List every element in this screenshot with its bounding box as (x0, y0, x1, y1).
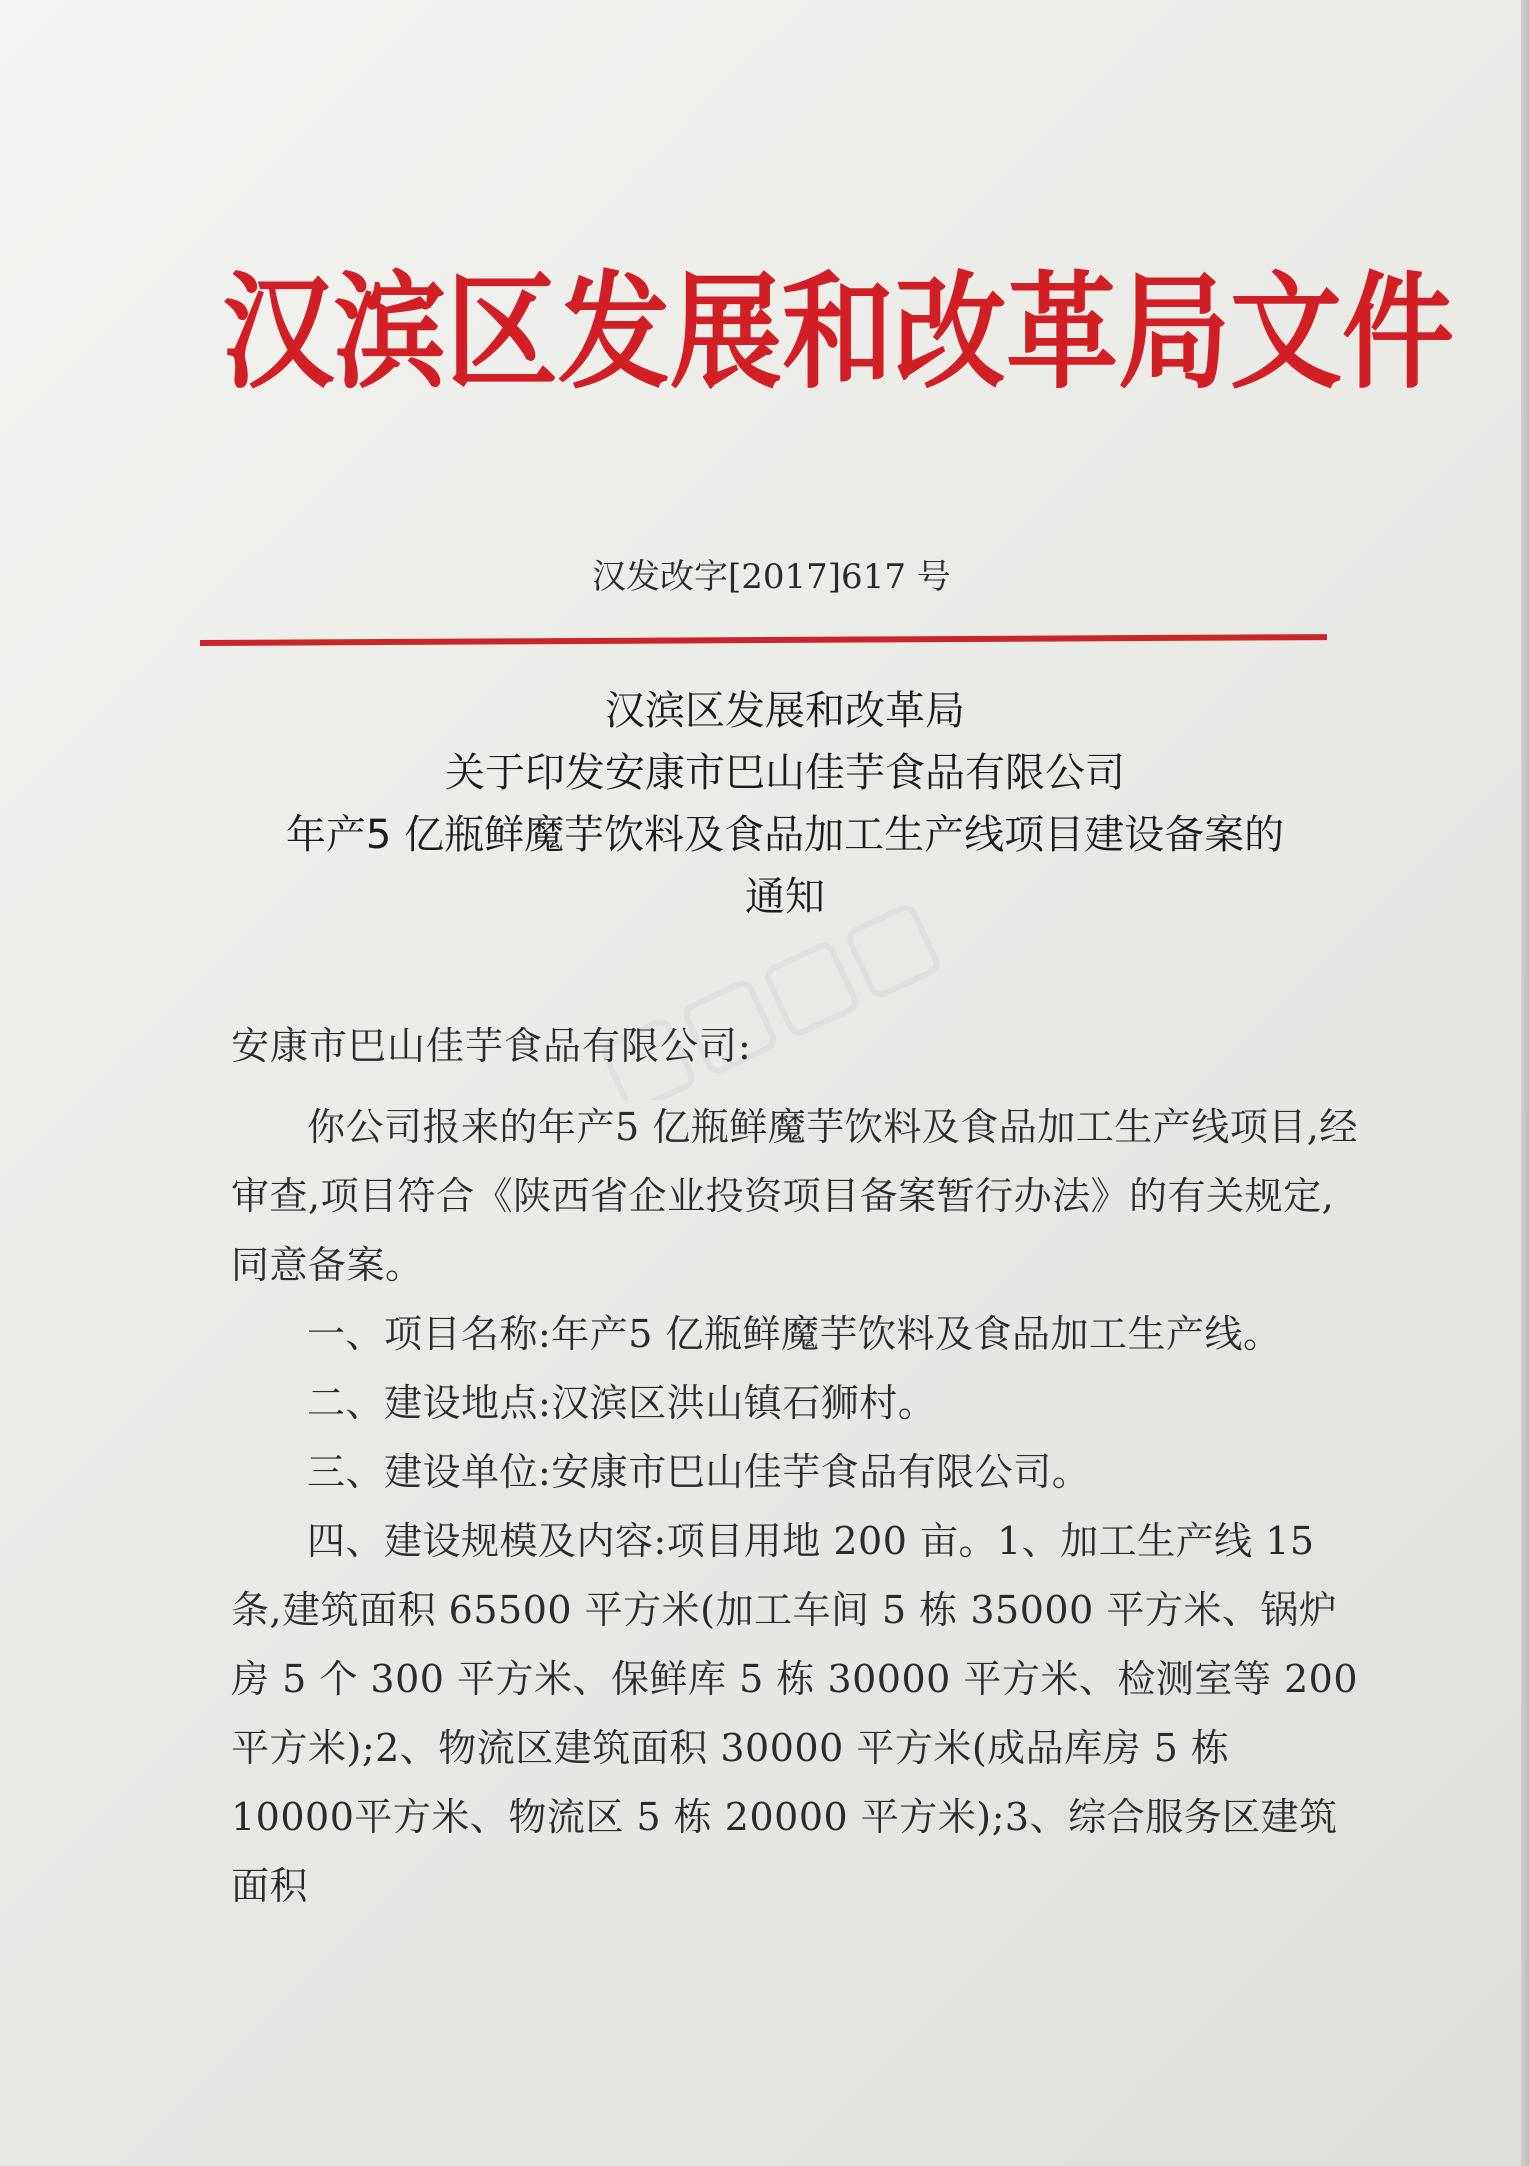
notice-title-line-4: 通知 (745, 874, 825, 920)
notice-body (231, 1012, 1361, 1921)
salutation: 安康市巴山佳芋食品有限公司: (231, 1024, 752, 1068)
intro-paragraph: 你公司报来的年产5 亿瓶鲜魔芋饮料及食品加工生产线项目,经审查,项目符合《陕西省企业投资项目备案暂行办法》的有关规定,同意备案。 (231, 1105, 1358, 1287)
item-scale-and-content: 四、建设规模及内容:项目用地 200 亩。1、加工生产线 15条,建筑面积 65500 平方米(加工车间 5 栋 35000 平方米、锅炉房 5 个 300 平方米、保鲜库 5 栋 30000 平方米、检测室等 200平方米);2、物流区建筑面积 30000 平方米(成品库房 5 栋 10000平方米、物流区 5 栋 20000 平方米);3、综合服务区建筑面积 (231, 1519, 1359, 1908)
item-construction-site: 二、建设地点:汉滨区洪山镇石狮村。 (307, 1381, 937, 1425)
masthead-title: 汉滨区发展和改革局文件 (222, 259, 1454, 407)
notice-title-line-1: 汉滨区发展和改革局 (605, 688, 965, 734)
notice-title (230, 680, 1340, 928)
page-edge-shadow (1521, 0, 1529, 2166)
notice-title-line-3: 年产5 亿瓶鲜魔芋饮料及食品加工生产线项目建设备案的 (285, 812, 1285, 858)
red-divider-line (200, 634, 1327, 646)
document-number: 汉发改字[2017]617 号 (592, 557, 951, 597)
item-project-name: 一、项目名称:年产5 亿瓶鲜魔芋饮料及食品加工生产线。 (307, 1312, 1282, 1356)
item-construction-unit: 三、建设单位:安康市巴山佳芋食品有限公司。 (307, 1450, 1091, 1494)
notice-title-line-2: 关于印发安康市巴山佳芋食品有限公司 (445, 750, 1125, 796)
